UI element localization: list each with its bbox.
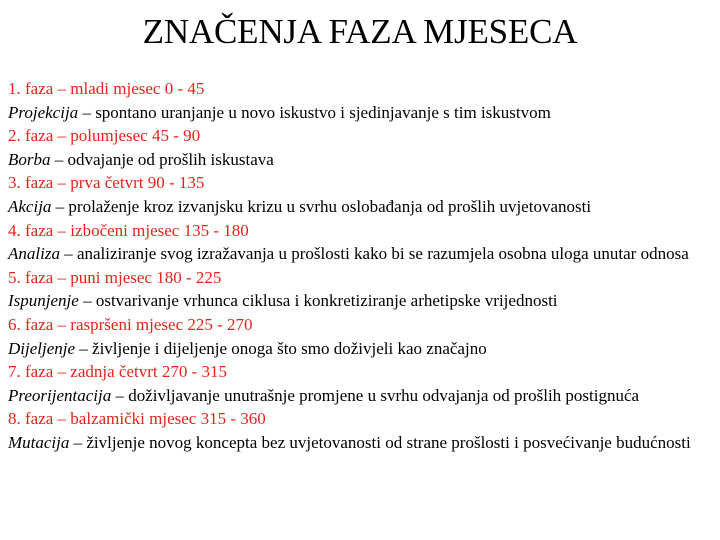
phase-text-3: – prolaženje kroz izvanjsku krizu u svrhu oslobađanja od prošlih uvjetovanosti — [51, 196, 592, 216]
phase-text-7: – doživljavanje unutrašnje promjene u svrhu odvajanja od prošlih postignuća — [111, 385, 640, 405]
phase-description-8 — [8, 431, 712, 455]
phase-description-1 — [8, 101, 712, 125]
phase-description-3 — [8, 195, 712, 219]
phase-heading-4: 4. faza – izbočeni mjesec 135 - 180 — [8, 220, 249, 240]
phase-heading-7: 7. faza – zadnja četvrt 270 - 315 — [8, 362, 228, 382]
phase-term-6: Dijeljenje — [8, 338, 76, 358]
phase-term-8: Mutacija — [8, 432, 70, 452]
phase-description-6 — [8, 337, 712, 361]
phase-description-5 — [8, 289, 712, 313]
phase-list — [8, 77, 712, 455]
phase-heading-5: 5. faza – puni mjesec 180 - 225 — [8, 267, 222, 287]
phase-text-1: – spontano uranjanje u novo iskustvo i sjedinjavanje s tim iskustvom — [78, 102, 551, 122]
phase-description-4 — [8, 242, 712, 266]
phase-heading-1: 1. faza – mladi mjesec 0 - 45 — [8, 79, 205, 98]
phase-heading-2: 2. faza – polumjesec 45 - 90 — [8, 126, 201, 146]
phase-description-2 — [8, 148, 712, 172]
phase-term-2: Borba — [8, 149, 51, 169]
phase-text-4: – analiziranje svog izražavanja u prošlosti kako bi se razumjela osobna uloga unutar odnosa — [59, 244, 689, 264]
page-title: ZNAČENJA FAZA MJESECA — [142, 12, 578, 51]
phase-text-5: – ostvarivanje vrhunca ciklusa i konkretiziranje arhetipske vrijednosti — [78, 291, 558, 311]
phase-heading-6: 6. faza – raspršeni mjesec 225 - 270 — [8, 314, 253, 334]
phase-term-3: Akcija — [8, 196, 52, 216]
phase-term-5: Ispunjenje — [8, 291, 79, 311]
phase-text-2: – odvajanje od prošlih iskustava — [50, 149, 274, 169]
phase-heading-3: 3. faza – prva četvrt 90 - 135 — [8, 173, 205, 193]
phase-heading-8: 8. faza – balzamički mjesec 315 - 360 — [8, 409, 266, 429]
phase-term-7: Preorijentacija — [8, 385, 112, 405]
phase-term-4: Analiza — [8, 244, 60, 264]
phase-text-8: – življenje novog koncepta bez uvjetovanosti od strane prošlosti i posvećivanje budućnosti — [69, 432, 691, 452]
phase-text-6: – življenje i dijeljenje onoga što smo doživjeli kao značajno — [75, 338, 487, 358]
phase-description-7 — [8, 384, 712, 408]
phase-term-1: Projekcija — [8, 102, 79, 122]
